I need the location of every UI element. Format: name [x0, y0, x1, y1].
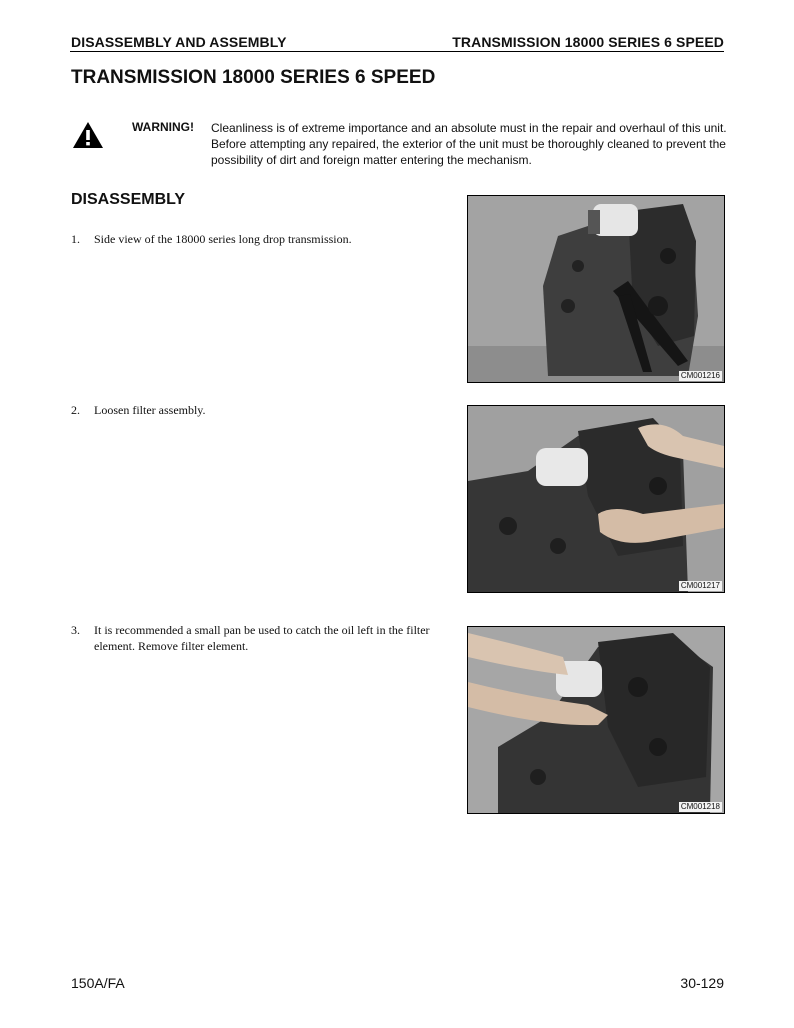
header-divider — [70, 51, 724, 52]
step-text: Side view of the 18000 series long drop transmission. — [94, 232, 352, 246]
transmission-side-view-photo — [467, 195, 725, 383]
step-number: 2. — [71, 403, 80, 417]
step-text: Loosen filter assembly. — [94, 403, 206, 417]
header-left-title: DISASSEMBLY AND ASSEMBLY — [71, 34, 287, 50]
header-right-title: TRANSMISSION 18000 SERIES 6 SPEED — [452, 34, 724, 50]
footer-page-number: 30-129 — [680, 975, 724, 991]
warning-triangle-icon — [72, 121, 104, 149]
footer-model: 150A/FA — [71, 975, 125, 991]
page-title: TRANSMISSION 18000 SERIES 6 SPEED — [71, 67, 436, 88]
photo-caption: CM001218 — [680, 802, 720, 811]
photo-caption: CM001217 — [680, 581, 720, 590]
loosen-filter-photo — [467, 405, 725, 593]
warning-label: WARNING! — [132, 120, 194, 134]
section-heading: DISASSEMBLY — [71, 191, 186, 208]
step-number: 3. — [71, 623, 80, 637]
photo-caption: CM001216 — [680, 371, 720, 380]
remove-filter-photo — [467, 626, 725, 814]
step-number: 1. — [71, 232, 80, 246]
warning-text: Cleanliness is of extreme importance and an absolute must in the repair and overhaul of this unit. Before attempting any repaired, the exterior of the unit must be thoroughly cleaned to prevent the possibility of dirt and foreign matter entering the mechanism. — [211, 121, 727, 167]
step-text: It is recommended a small pan be used to catch the oil left in the filter element. Remove filter element. — [94, 623, 430, 653]
